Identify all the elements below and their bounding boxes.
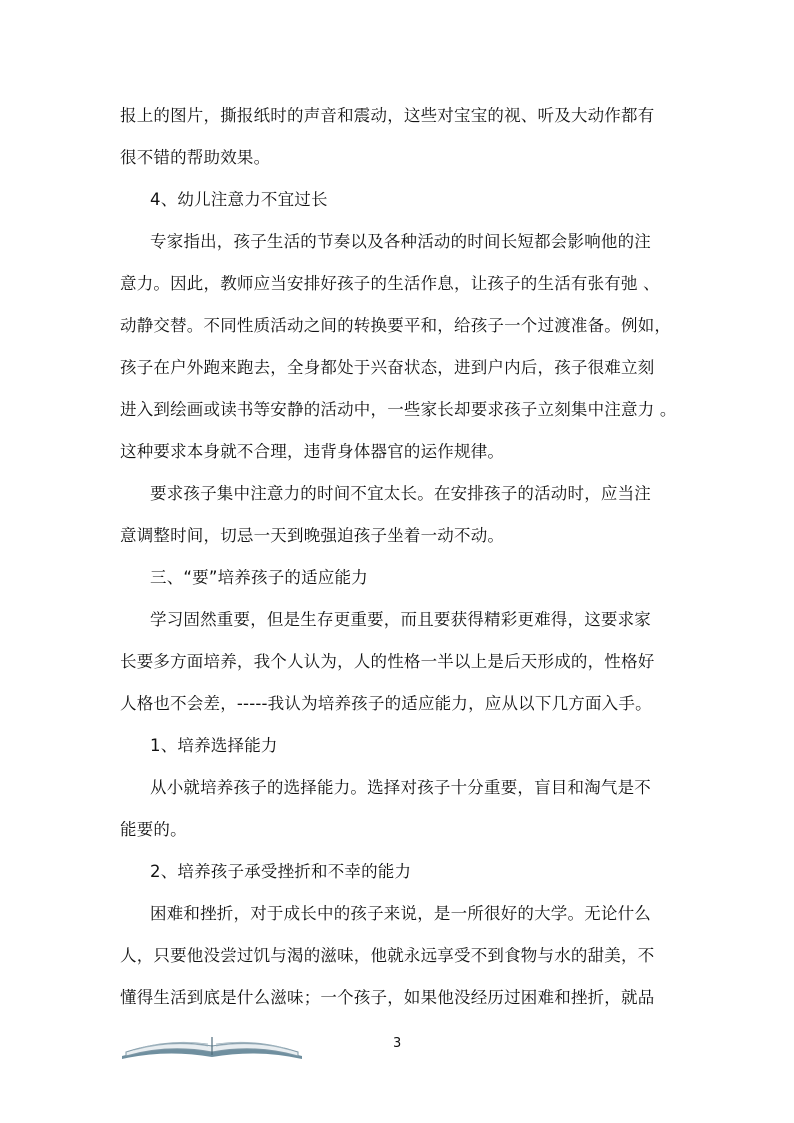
text-line-17: 从小就培养孩子的选择能力。选择对孩子十分重要，盲目和淘气是不: [150, 778, 651, 797]
text-line-4: 专家指出，孩子生活的节奏以及各种活动的时间长短都会影响他的注: [150, 232, 651, 251]
text-line-7: 孩子在户外跑来跑去，全身都处于兴奋状态，进到户内后，孩子很难立刻: [120, 358, 655, 377]
heading-3: 三、“要”培养孩子的适应能力: [150, 568, 368, 587]
text-line-2: 很不错的帮助效果。: [120, 148, 271, 167]
text-line-9: 这种要求本身就不合理，违背身体器官的运作规律。: [120, 442, 505, 461]
page-number: 3: [393, 1036, 402, 1051]
open-book-icon: [118, 1028, 306, 1062]
heading-1: 1、培养选择能力: [150, 736, 278, 755]
text-line-5: 意力。因此，教师应当安排好孩子的生活作息，让孩子的生活有张有弛 、: [120, 274, 660, 293]
text-line-1: 报上的图片，撕报纸时的声音和震动，这些对宝宝的视、听及大动作都有: [120, 106, 655, 125]
text-line-6: 动静交替。不同性质活动之间的转换要平和，给孩子一个过渡准备。例如，: [120, 316, 672, 335]
text-line-13: 学习固然重要，但是生存更重要，而且要获得精彩更难得，这要求家: [150, 610, 651, 629]
text-line-10: 要求孩子集中注意力的时间不宜太长。在安排孩子的活动时，应当注: [150, 484, 651, 503]
text-line-21: 人，只要他没尝过饥与渴的滋味，他就永远享受不到食物与水的甜美，不: [120, 946, 655, 965]
text-line-15: 人格也不会差，-----我认为培养孩子的适应能力，应从以下几方面入手。: [120, 694, 652, 713]
heading-4: 4、幼儿注意力不宜过长: [150, 190, 328, 209]
heading-2: 2、培养孩子承受挫折和不幸的能力: [150, 862, 412, 881]
text-line-11: 意调整时间，切忌一天到晚强迫孩子坐着一动不动。: [120, 526, 505, 545]
text-line-18: 能要的。: [120, 820, 187, 839]
text-line-14: 长要多方面培养，我个人认为，人的性格一半以上是后天形成的，性格好: [120, 652, 655, 671]
text-line-8: 进入到绘画或读书等安静的活动中，一些家长却要求孩子立刻集中注意力 。: [120, 400, 677, 419]
text-line-20: 困难和挫折，对于成长中的孩子来说，是一所很好的大学。无论什么: [150, 904, 651, 923]
text-line-22: 懂得生活到底是什么滋味；一个孩子，如果他没经历过困难和挫折，就品: [120, 988, 655, 1007]
